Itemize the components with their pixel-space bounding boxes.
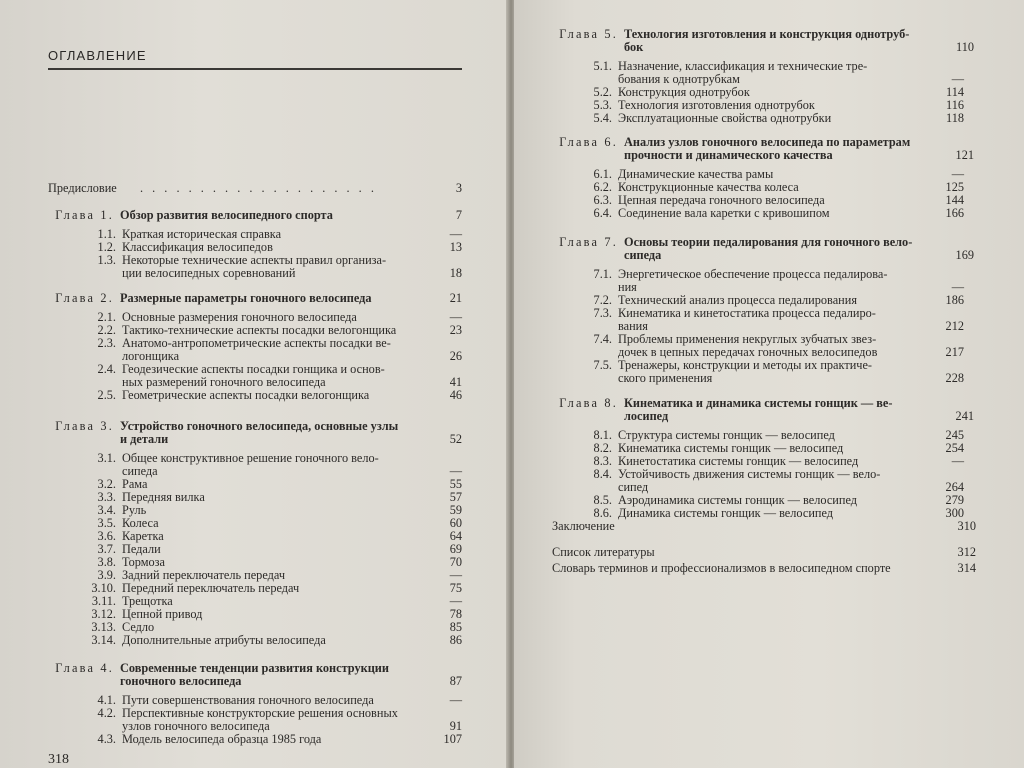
section-number: 3.14. [91,633,116,647]
section-number: 8.6. [593,506,612,520]
section-text-line: Рама [122,477,148,491]
section-number: 7.4. [593,332,612,346]
section-text-line: Геодезические аспекты посадки гонщика и основ- [122,362,385,376]
page-ref: 314 [957,561,976,575]
section-number: 3.12. [91,607,116,621]
page-ref: 312 [957,545,976,559]
section-text-line: Динамические качества рамы [618,167,774,181]
page-ref: 144 [945,193,964,207]
page-ref: 46 [449,388,462,402]
section-number: 7.2. [593,293,612,307]
page-ref: 57 [449,490,462,504]
section-text-line: Модель велосипеда образца 1985 года [122,732,322,746]
page-ref: 254 [945,441,964,455]
right-page [514,0,1024,768]
chapter-entry [540,27,974,54]
section-text-line: ния [618,280,637,294]
section-number: 2.3. [97,336,116,350]
section-text-line: Тактико-технические аспекты посадки велогонщика [122,323,397,337]
page-ref: 186 [945,293,964,307]
page-ref: 18 [449,266,462,280]
section-entry [84,452,468,478]
chapter-title-line: Анализ узлов гоночного велосипеда по параметрам [624,135,911,149]
section-number: 4.1. [97,693,116,707]
chapter-entry [48,292,468,305]
back-matter-label: Заключение [552,519,615,533]
section-entry [576,112,966,125]
section-text-line: ции велосипедных соревнований [122,266,296,280]
section-entry [576,359,966,385]
page-ref: 52 [449,432,462,446]
section-text-line: Задний переключатель передач [122,568,286,582]
section-text-line: Краткая историческая справка [122,227,282,241]
section-number: 3.9. [97,568,116,582]
section-number: 4.3. [97,732,116,746]
chapter-title-line: сипеда [624,248,662,262]
section-entry [576,207,966,220]
section-number: 5.2. [593,85,612,99]
back-matter-entry [552,546,982,559]
page-ref: 212 [945,319,964,333]
section-text-line: Структура системы гонщик — велосипед [618,428,835,442]
page-ref: 75 [449,581,462,595]
page-ref: 107 [443,732,462,746]
section-text-line: вания [618,319,648,333]
section-entry [84,337,468,363]
section-number: 8.4. [593,467,612,481]
section-number: 3.2. [97,477,116,491]
section-number: 3.8. [97,555,116,569]
page-ref: — [449,568,462,582]
back-matter-label: Словарь терминов и профессионализмов в велосипедном спорте [552,561,891,575]
chapter-label: Глава 4. [55,661,114,675]
section-text-line: Геометрические аспекты посадки велогонщика [122,388,370,402]
section-text-line: Каретка [122,529,164,543]
page-ref: — [951,167,964,181]
page-ref: — [449,227,462,241]
section-number: 8.1. [593,428,612,442]
chapter-label: Глава 6. [559,135,618,149]
section-entry [84,707,468,733]
page-ref: 85 [449,620,462,634]
page-ref: 245 [945,428,964,442]
section-number: 7.5. [593,358,612,372]
section-number: 5.4. [593,111,612,125]
page-ref: 64 [449,529,462,543]
section-text-line: Динамика системы гонщик — велосипед [618,506,834,520]
back-matter-label: Список литературы [552,545,655,559]
chapter-entry [48,209,468,222]
section-text-line: Некоторые технические аспекты правил организа- [122,253,387,267]
section-number: 3.6. [97,529,116,543]
section-text-line: бования к однотрубкам [618,72,740,86]
left-page [0,0,508,768]
chapter-entry [540,235,974,262]
chapter-title-line: Кинематика и динамика системы гонщик — ве- [624,396,893,410]
preface-entry [48,182,468,195]
section-number: 8.5. [593,493,612,507]
section-entry [576,333,966,359]
section-text-line: Технический анализ процесса педалирования [618,293,857,307]
section-text-line: Седло [122,620,155,634]
section-number: 5.3. [593,98,612,112]
section-entry [576,60,966,86]
chapter-title-line: Основы теории педалирования для гоночного вело- [624,235,913,249]
section-number: 3.11. [91,594,116,608]
chapter-label: Глава 3. [55,419,114,433]
back-matter-entry [552,562,982,575]
chapter-entry [48,662,468,688]
section-number: 3.5. [97,516,116,530]
section-number: 2.4. [97,362,116,376]
section-number: 2.5. [97,388,116,402]
section-number: 8.2. [593,441,612,455]
section-number: 2.2. [97,323,116,337]
section-text-line: Анатомо-антропометрические аспекты посадки ве- [122,336,391,350]
chapter-title-line: прочности и динамического качества [624,148,833,162]
page-ref: 169 [955,248,974,262]
chapter-entry [540,396,974,423]
section-text-line: Дополнительные атрибуты велосипеда [122,633,326,647]
section-text-line: сипеда [122,464,158,478]
section-text-line: Кинематика и кинетостатика процесса педалиро- [618,306,876,320]
chapter-title-line: Современные тенденции развития конструкции [120,661,389,675]
section-text-line: Перспективные конструкторские решения основных [122,706,398,720]
section-text-line: Педали [122,542,161,556]
section-text-line: Устойчивость движения системы гонщик — вело- [618,467,881,481]
chapter-label: Глава 7. [559,235,618,249]
chapter-entry [48,420,468,446]
section-text-line: дочек в цепных передачах гоночных велосипедов [618,345,878,359]
page-ref: — [449,594,462,608]
section-text-line: Тормоза [122,555,165,569]
chapter-title-line: Устройство гоночного велосипеда, основные узлы [120,419,399,433]
section-text-line: Технология изготовления однотрубок [618,98,815,112]
page-ref: 241 [955,409,974,423]
section-entry [576,268,966,294]
section-text-line: Тренажеры, конструкции и методы их практиче- [618,358,873,372]
section-text-line: логонщика [122,349,180,363]
section-text-line: ского применения [618,371,713,385]
section-text-line: Передний переключатель передач [122,581,300,595]
leader-dots: . . . . . . . . . . . . . . . . . . . . [140,181,377,195]
chapter-title-line: Обзор развития велосипедного спорта [120,208,333,222]
page-ref: — [951,280,964,294]
page-ref: 60 [449,516,462,530]
page-ref: 118 [946,111,964,125]
section-text-line: Передняя вилка [122,490,205,504]
section-text-line: узлов гоночного велосипеда [122,719,270,733]
section-text-line: Кинетостатика системы гонщик — велосипед [618,454,859,468]
section-text-line: Классификация велосипедов [122,240,273,254]
page-ref: 59 [449,503,462,517]
page-ref: 23 [449,323,462,337]
page-ref: 110 [956,40,974,54]
preface-label: Предисловие [48,181,117,195]
section-entry [84,254,468,280]
page-ref: 114 [946,85,964,99]
page-ref: — [951,454,964,468]
title-rule [48,68,462,70]
section-number: 4.2. [97,706,116,720]
chapter-title-line: Размерные параметры гоночного велосипеда [120,291,372,305]
page-ref: 310 [957,519,976,533]
section-text-line: Основные размерения гоночного велосипеда [122,310,357,324]
page-ref: 228 [945,371,964,385]
section-number: 3.3. [97,490,116,504]
page-ref: 3 [455,181,462,195]
page-ref: — [449,464,462,478]
section-text-line: Руль [122,503,147,517]
page-ref: 166 [945,206,964,220]
section-number: 3.7. [97,542,116,556]
section-text-line: Конструкционные качества колеса [618,180,799,194]
section-number: 6.2. [593,180,612,194]
section-text-line: Кинематика системы гонщик — велосипед [618,441,844,455]
section-number: 5.1. [593,59,612,73]
section-text-line: Проблемы применения некруглых зубчатых звез- [618,332,877,346]
page-ref: 279 [945,493,964,507]
chapter-label: Глава 8. [559,396,618,410]
section-text-line: Колеса [122,516,159,530]
section-number: 3.4. [97,503,116,517]
section-number: 6.1. [593,167,612,181]
page-ref: 78 [449,607,462,621]
page-ref: 125 [945,180,964,194]
section-number: 3.13. [91,620,116,634]
page-ref: 116 [946,98,964,112]
chapter-title-line: гоночного велосипеда [120,674,242,688]
page-ref: 69 [449,542,462,556]
page-ref: 264 [945,480,964,494]
section-text-line: Цепная передача гоночного велосипеда [618,193,825,207]
section-text-line: Конструкция однотрубок [618,85,750,99]
page-ref: 86 [449,633,462,647]
page-ref: — [449,693,462,707]
section-number: 2.1. [97,310,116,324]
section-text-line: Назначение, классификация и технические тре- [618,59,868,73]
section-entry [84,733,468,746]
page-ref: 217 [945,345,964,359]
page-ref: — [449,310,462,324]
section-text-line: Цепной привод [122,607,203,621]
section-number: 7.3. [593,306,612,320]
page-number: 318 [48,752,69,767]
section-entry [576,507,966,520]
section-entry [576,307,966,333]
chapter-title-line: лосипед [624,409,669,423]
back-matter-entry [552,520,982,533]
chapter-title-line: и детали [120,432,169,446]
page-ref: — [951,72,964,86]
page-ref: 41 [449,375,462,389]
page-ref: 26 [449,349,462,363]
section-number: 8.3. [593,454,612,468]
chapter-label: Глава 2. [55,291,114,305]
chapter-title-line: Технология изготовления и конструкция однотруб- [624,27,910,41]
section-entry [576,468,966,494]
chapter-label: Глава 5. [559,27,618,41]
chapter-label: Глава 1. [55,208,114,222]
section-number: 6.4. [593,206,612,220]
page-ref: 121 [955,148,974,162]
section-number: 1.2. [97,240,116,254]
section-text-line: ных размерений гоночного велосипеда [122,375,326,389]
section-text-line: Энергетическое обеспечение процесса педалирова- [618,267,888,281]
section-text-line: Пути совершенствования гоночного велосипеда [122,693,374,707]
section-number: 6.3. [593,193,612,207]
section-entry [84,389,468,402]
section-entry [84,363,468,389]
section-number: 7.1. [593,267,612,281]
section-text-line: Трещотка [122,594,173,608]
section-text-line: Аэродинамика системы гонщик — велосипед [618,493,857,507]
section-number: 1.3. [97,253,116,267]
section-text-line: Соединение вала каретки с кривошипом [618,206,830,220]
page-ref: 7 [455,208,462,222]
page-title: ОГЛАВЛЕНИЕ [48,48,147,63]
section-text-line: Эксплуатационные свойства однотрубки [618,111,832,125]
section-number: 3.1. [97,451,116,465]
page-ref: 70 [449,555,462,569]
section-text-line: Общее конструктивное решение гоночного вело- [122,451,379,465]
chapter-title-line: бок [624,40,644,54]
section-number: 1.1. [97,227,116,241]
section-text-line: сипед [618,480,649,494]
section-entry [84,634,468,647]
page-ref: 13 [449,240,462,254]
page-ref: 55 [449,477,462,491]
section-number: 3.10. [91,581,116,595]
page-ref: 300 [945,506,964,520]
page-ref: 91 [449,719,462,733]
page-ref: 87 [449,674,462,688]
page-ref: 21 [449,291,462,305]
chapter-entry [540,135,974,162]
